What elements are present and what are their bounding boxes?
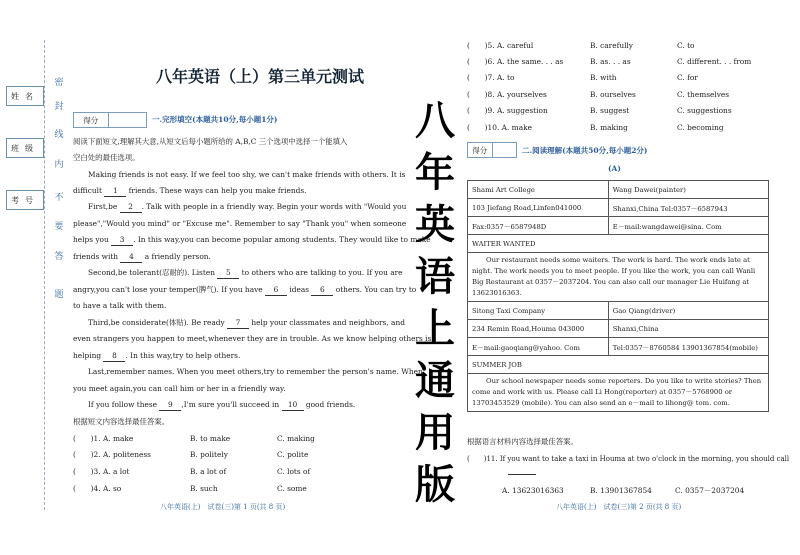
title-char: 版 <box>415 462 455 508</box>
table-cell: Gao Qiang(driver) <box>608 302 768 320</box>
ad-heading: WAITER WANTED <box>468 235 769 253</box>
score-label: 得分 <box>74 113 109 127</box>
exam-number-box: 考号 <box>6 190 44 210</box>
table-cell: Fax:0357－6587948D <box>468 217 609 235</box>
table-cell: E－mail:gaoqiang@yahoo. Com <box>468 338 609 356</box>
option-b: B. as. . . as <box>590 57 631 66</box>
passage-line: Second,be tolerant(忍耐的). Listen 5 to others who are talking to you. If you are <box>88 268 403 277</box>
passage-line: please","Would you mind" or "Excuse me". Remember to say "Thank you" when someone <box>73 219 407 228</box>
seal-char: 密 <box>54 78 64 88</box>
table-cell: 234 Remin Road,Houma 043000 <box>468 320 609 338</box>
option-a: ( )8. A. yourselves <box>467 90 547 99</box>
section-heading: 二.阅读理解(本题共50分,每小题2分) <box>522 146 648 155</box>
ad-text: Our restaurant needs some waiters. The work is hard. The work ends late at night. The work needs you to meet people. If you like the work, you can call Wanli Big Restaurant at 0357－2037204. You can also call our manager Lie Huifang at 13623016363. <box>468 253 769 302</box>
page-footer: 八年英语(上) 试卷(三)第 2 页(共 8 页) <box>556 503 682 511</box>
title-char: 通 <box>415 358 455 404</box>
ads-table <box>467 180 769 412</box>
option-b: B. ourselves <box>590 90 636 99</box>
option-a: ( )1. A. make <box>73 434 134 443</box>
table-cell: E－mail:wangdawei@sina. Com <box>608 217 768 235</box>
title-char: 语 <box>415 254 455 300</box>
title-char: 年 <box>415 150 455 196</box>
ad-heading: SUMMER JOB <box>468 356 769 374</box>
option-c: C. some <box>277 484 307 493</box>
option-b: B. suggest <box>590 106 630 115</box>
seal-char: 内 <box>54 160 64 170</box>
table-cell: 103 Jiefang Road,Linfen041000 <box>468 199 609 217</box>
option-b: B. with <box>590 73 617 82</box>
option-a: ( )9. A. suggestion <box>467 106 548 115</box>
option-a: A. 13623016363 <box>502 486 564 495</box>
table-cell: Sitong Taxi Company <box>468 302 609 320</box>
seal-char: 不 <box>54 193 64 203</box>
section-heading: 一.完形填空(本题共10分,每小题1分) <box>152 115 278 124</box>
option-b: B. 13901367854 <box>590 486 652 495</box>
option-a: ( )7. A. to <box>467 73 515 82</box>
passage-line: helping 8 . In this way,try to help others. <box>73 351 241 360</box>
passage-line: Last,remember names. When you meet others,try to remember the person's name. When <box>88 367 423 376</box>
page-footer: 八年英语(上) 试卷(三)第 1 页(共 8 页) <box>160 503 286 511</box>
passage-line: friends with 4 a friendly person. <box>73 252 211 261</box>
passage-line: If you follow these 9 ,I'm sure you'll succeed in 10 good friends. <box>88 400 356 409</box>
seal-line <box>44 40 45 510</box>
seal-char: 要 <box>54 222 64 232</box>
instruction: 根据语言材料内容选择最佳答案。 <box>467 437 578 446</box>
title-char: 英 <box>415 202 455 248</box>
score-label: 得分 <box>468 143 493 157</box>
instruction: 空白处的最佳选项。 <box>73 153 140 162</box>
option-b: B. carefully <box>590 41 633 50</box>
option-b: B. such <box>190 484 218 493</box>
option-a: ( )4. A. so <box>73 484 122 493</box>
option-b: B. politely <box>190 450 228 459</box>
option-a: ( )6. A. the same. . . as <box>467 57 564 66</box>
seal-char: 线 <box>54 130 64 140</box>
table-cell: Tel:0357－8760584 13901367854(mobile) <box>608 338 768 356</box>
option-c: C. polite <box>277 450 309 459</box>
option-a: ( )10. A. make <box>467 123 532 132</box>
title-char: 八 <box>415 98 455 144</box>
ad-text: Our school newspaper needs some reporters. Do you like to write stories? Then come and work with us. Please call Li Hong(reporter) at 0357－5768900 or 13703453529 (mobile). You can also send an e－mail to lihong@ tom. com. <box>468 374 769 412</box>
answer-blank <box>508 468 536 478</box>
passage-line: helps you 3 . In this way,you can become popular among students. They would like to make <box>73 235 431 244</box>
passage-line: Making friends is not easy. If we feel too shy, we can't make friends with others. It is <box>88 170 406 179</box>
passage-line: even strangers you happen to meet,whenever they are in trouble. As we know helping others is <box>73 334 432 343</box>
option-b: B. to make <box>190 434 231 443</box>
option-b: B. a lot of <box>190 467 227 476</box>
edition-title <box>410 95 460 511</box>
option-b: B. making <box>590 123 628 132</box>
table-cell: Shanxi,China Tel:0357－6587943 <box>608 199 768 217</box>
passage-line: you meet again,you can call him or her in a friendly way. <box>73 384 286 393</box>
table-cell: Wang Dawei(painter) <box>608 181 768 199</box>
option-c: C. to <box>677 41 695 50</box>
seal-char: 封 <box>54 102 64 112</box>
option-c: C. lots of <box>277 467 311 476</box>
instruction: 根据短文内容选择最佳答案。 <box>73 417 170 426</box>
option-a: ( )2. A. politeness <box>73 450 151 459</box>
part-label: (A) <box>608 164 621 173</box>
seal-char: 答 <box>54 252 64 262</box>
passage-line: First,be 2 . Talk with people in a friendly way. Begin your words with "Would you <box>88 202 407 211</box>
passage-line: Third,be considerate(体贴). Be ready 7 help your classmates and neighbors, and <box>88 318 405 327</box>
passage-line: difficult 1 friends. These ways can help you make friends. <box>73 186 307 195</box>
passage-line: angry,you can't lose your temper(脾气). If you have 6 ideas 6 others. You can try to <box>73 285 417 294</box>
option-c: C. themselves <box>677 90 730 99</box>
title-char: 用 <box>415 410 455 456</box>
option-c: C. different. . . from <box>677 57 752 66</box>
seal-char: 题 <box>54 290 64 300</box>
page-title: 八年英语（上）第三单元测试 <box>155 67 364 86</box>
option-a: ( )3. A. a lot <box>73 467 130 476</box>
option-a: ( )5. A. careful <box>467 41 534 50</box>
passage-line: to have a talk with them. <box>73 301 167 310</box>
instruction: 阅读下面短文,理解其大意,从短文后每小题所给的 A,B,C 三个选项中选择一个能填入 <box>73 137 348 146</box>
question: ( )11. If you want to take a taxi in Houma at two o'clock in the morning, you should call <box>467 455 790 463</box>
table-cell: Shanxi,China <box>608 320 768 338</box>
option-c: C. for <box>677 73 698 82</box>
name-box: 姓名 <box>6 86 44 106</box>
class-box: 班级 <box>6 138 44 158</box>
option-c: C. suggestions <box>677 106 732 115</box>
score-box <box>467 142 517 158</box>
option-c: C. making <box>277 434 315 443</box>
score-box <box>73 112 147 128</box>
option-c: C. 0357－2037204 <box>675 486 745 495</box>
option-c: C. becoming <box>677 123 724 132</box>
table-cell: Shami Art College <box>468 181 609 199</box>
title-char: 上 <box>415 306 455 352</box>
